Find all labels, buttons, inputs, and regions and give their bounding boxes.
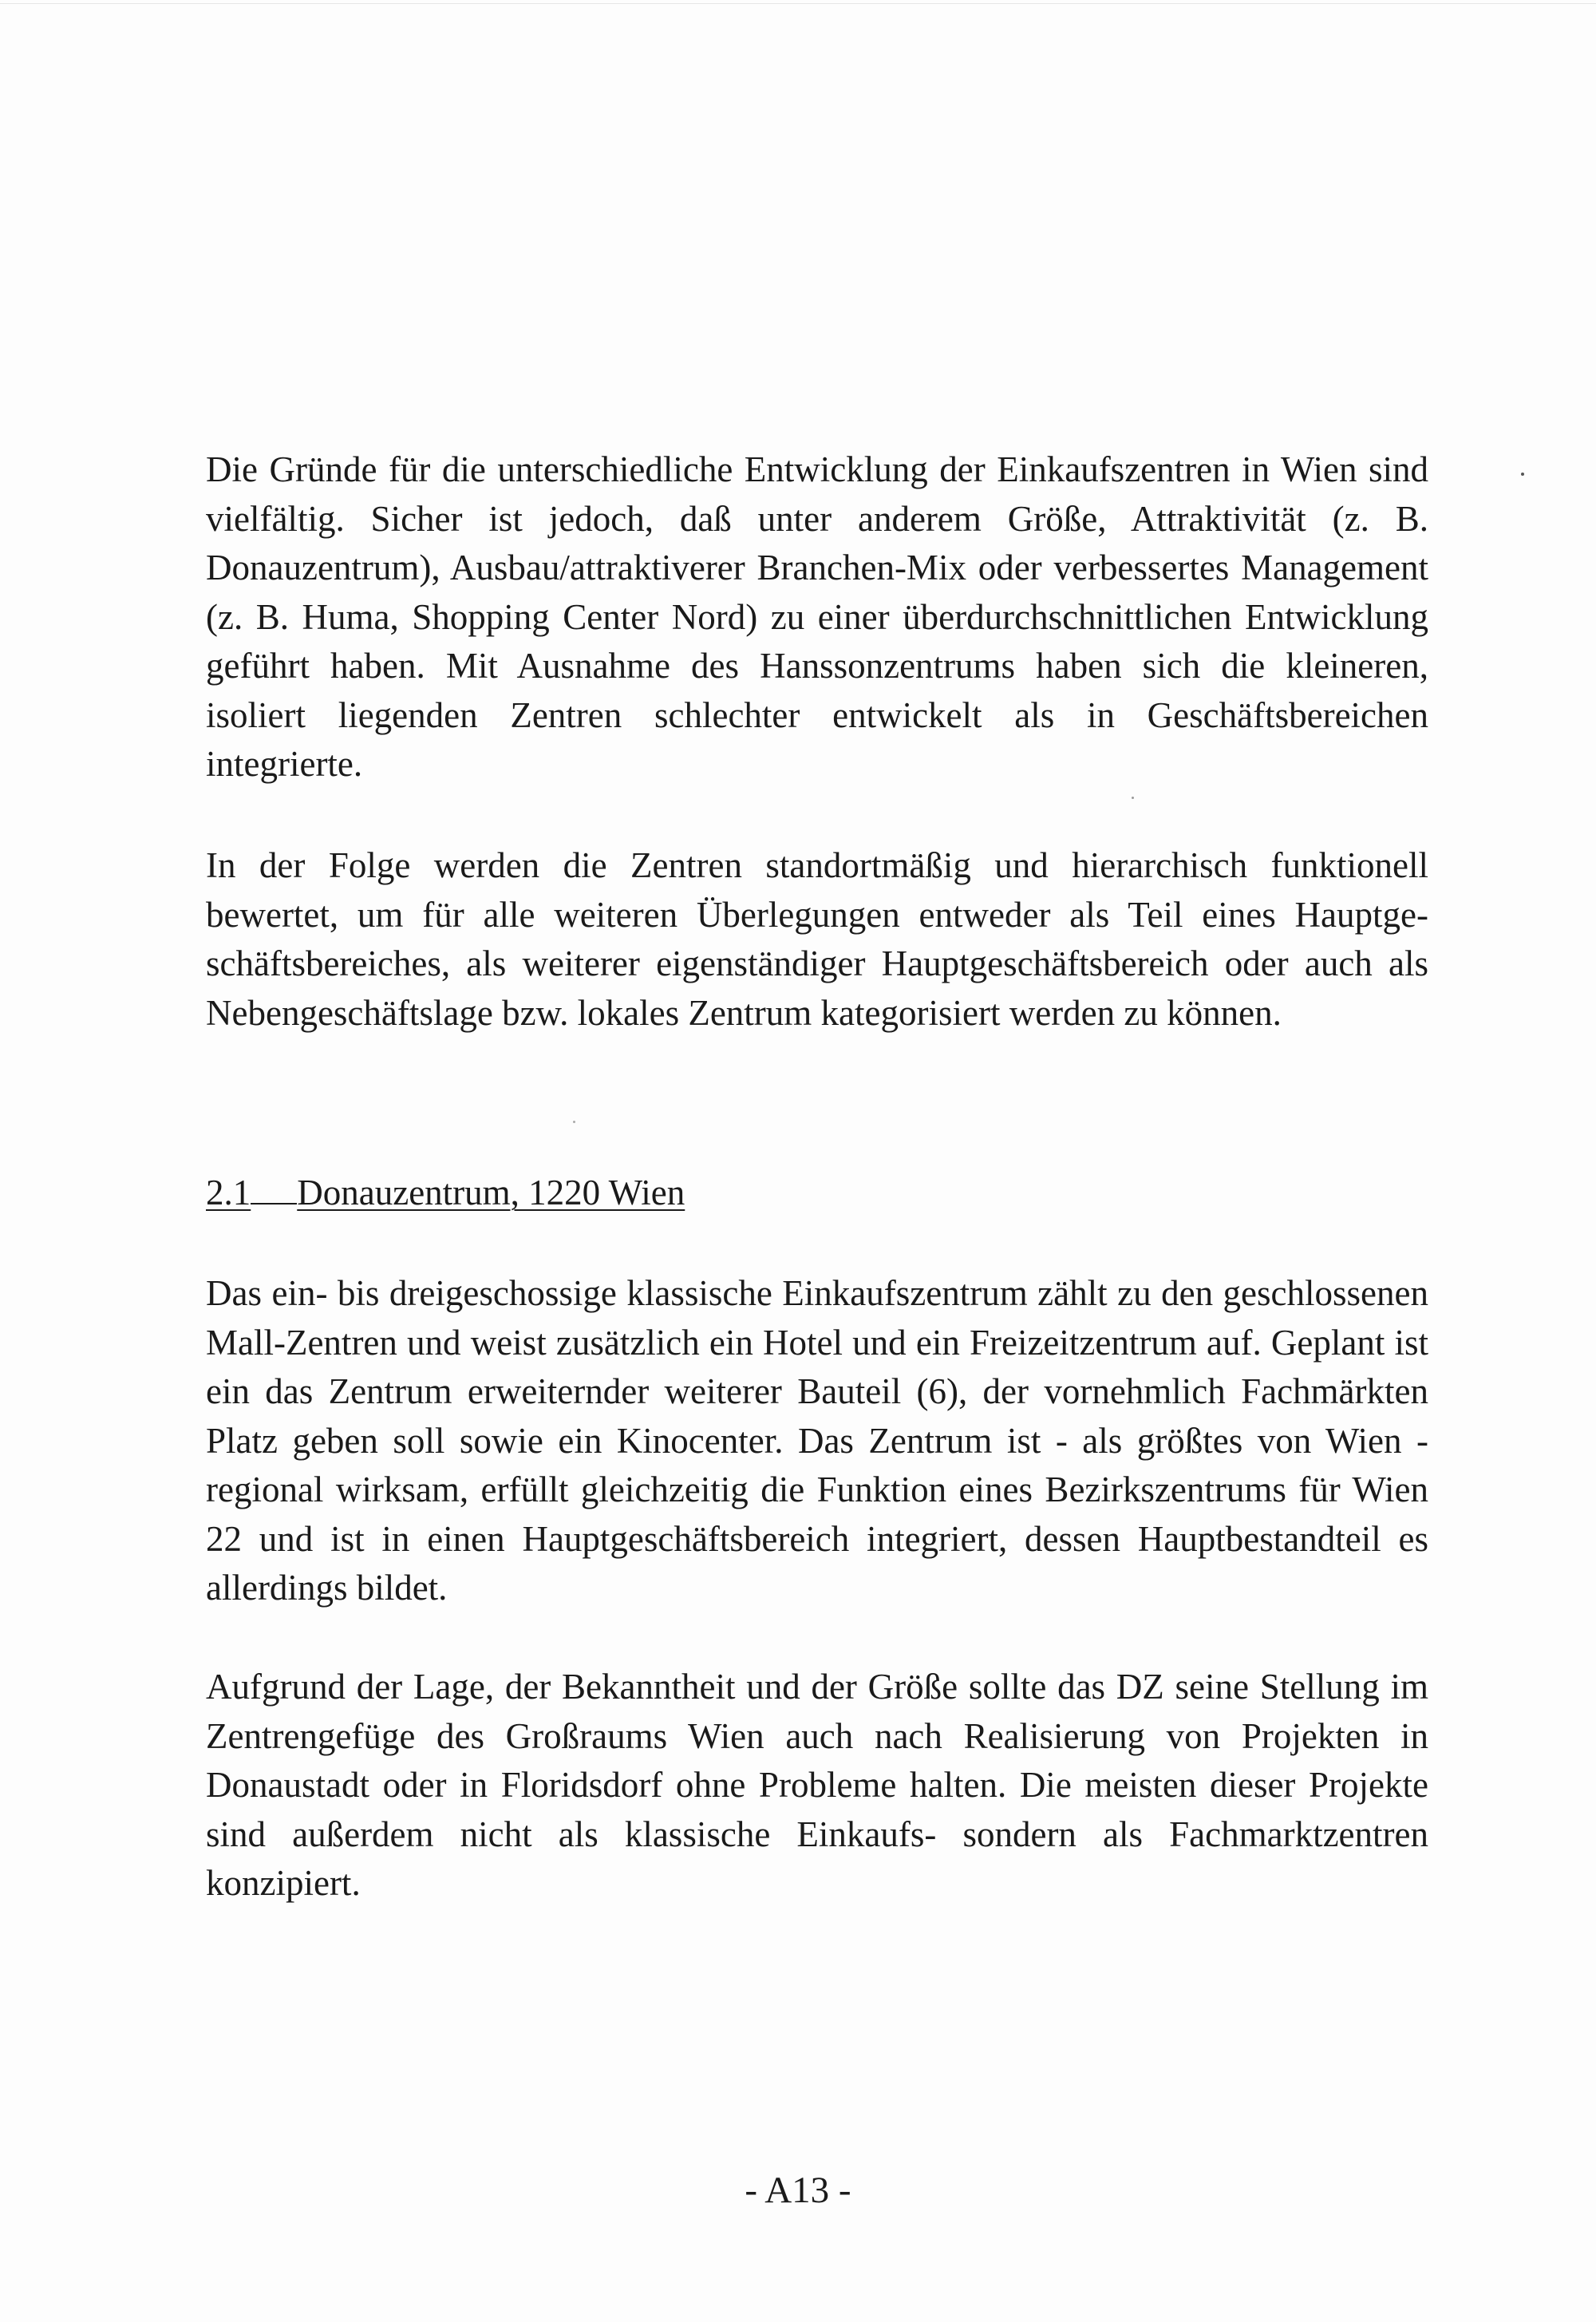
heading-underline-gap [251,1169,297,1205]
section-number: 2.1 [206,1173,251,1212]
section-heading [206,1169,685,1217]
scan-edge-line [0,3,1596,4]
scan-speck [573,1121,575,1123]
paragraph-evaluation-approach: In der Folge werden die Zentren standortmäßig und hierarchisch funktionell bewertet, um für alle weiteren Überlegungen entweder als Teil eines Hauptgeschäftsbereiches, als weiterer eigenständiger Hauptgeschäftsbereich oder auch als Nebengeschäftslage bzw. lokales Zentrum kategorisiert werden zu können. [206,845,1428,1033]
paragraph-development-reasons: Die Gründe für die unterschiedliche Entwicklung der Einkaufszentren in Wien sind vielfältig. Sicher ist jedoch, daß unter anderem Größe, Attraktivität (z. B. Donauzentrum), Ausbau/attraktiverer Branchen-Mix oder verbessertes Management (z. B. Huma, Shopping Center Nord) zu einer überdurchschnittlichen Entwicklung geführt haben. Mit Ausnahme des Hanssonzentrums haben sich die kleineren, isoliert liegenden Zentren schlechter entwickelt als in Geschäftsbereichen integrierte. [206,449,1428,784]
paragraph-donauzentrum-description: Das ein- bis dreigeschossige klassische Einkaufszentrum zählt zu den geschlossenen Mall-Zentren und weist zusätzlich ein Hotel und ein Freizeitzentrum auf. Geplant ist ein das Zentrum erweiternder weiterer Bauteil (6), der vornehmlich Fachmärkten Platz geben soll sowie ein Kinocenter. Das Zentrum ist - als größtes von Wien - regional wirksam, erfüllt gleichzeitig die Funktion eines Bezirkszentrums für Wien 22 und ist in einen Hauptgeschäftsbereich integriert, dessen Hauptbestandteil es allerdings bildet. [206,1273,1428,1608]
section-title: Donauzentrum, 1220 Wien [297,1173,685,1212]
scan-speck [1521,473,1524,476]
scan-speck [1132,797,1134,799]
page-number: - A13 - [745,2170,851,2211]
paragraph-donauzentrum-outlook: Aufgrund der Lage, der Bekanntheit und der Größe sollte das DZ seine Stellung im Zentrengefüge des Großraums Wien auch nach Realisierung von Projekten in Donaustadt oder in Floridsdorf ohne Probleme halten. Die meisten dieser Projekte sind außerdem nicht als klassische Einkaufs- sondern als Fachmarktzentren konzipiert. [206,1667,1428,1903]
